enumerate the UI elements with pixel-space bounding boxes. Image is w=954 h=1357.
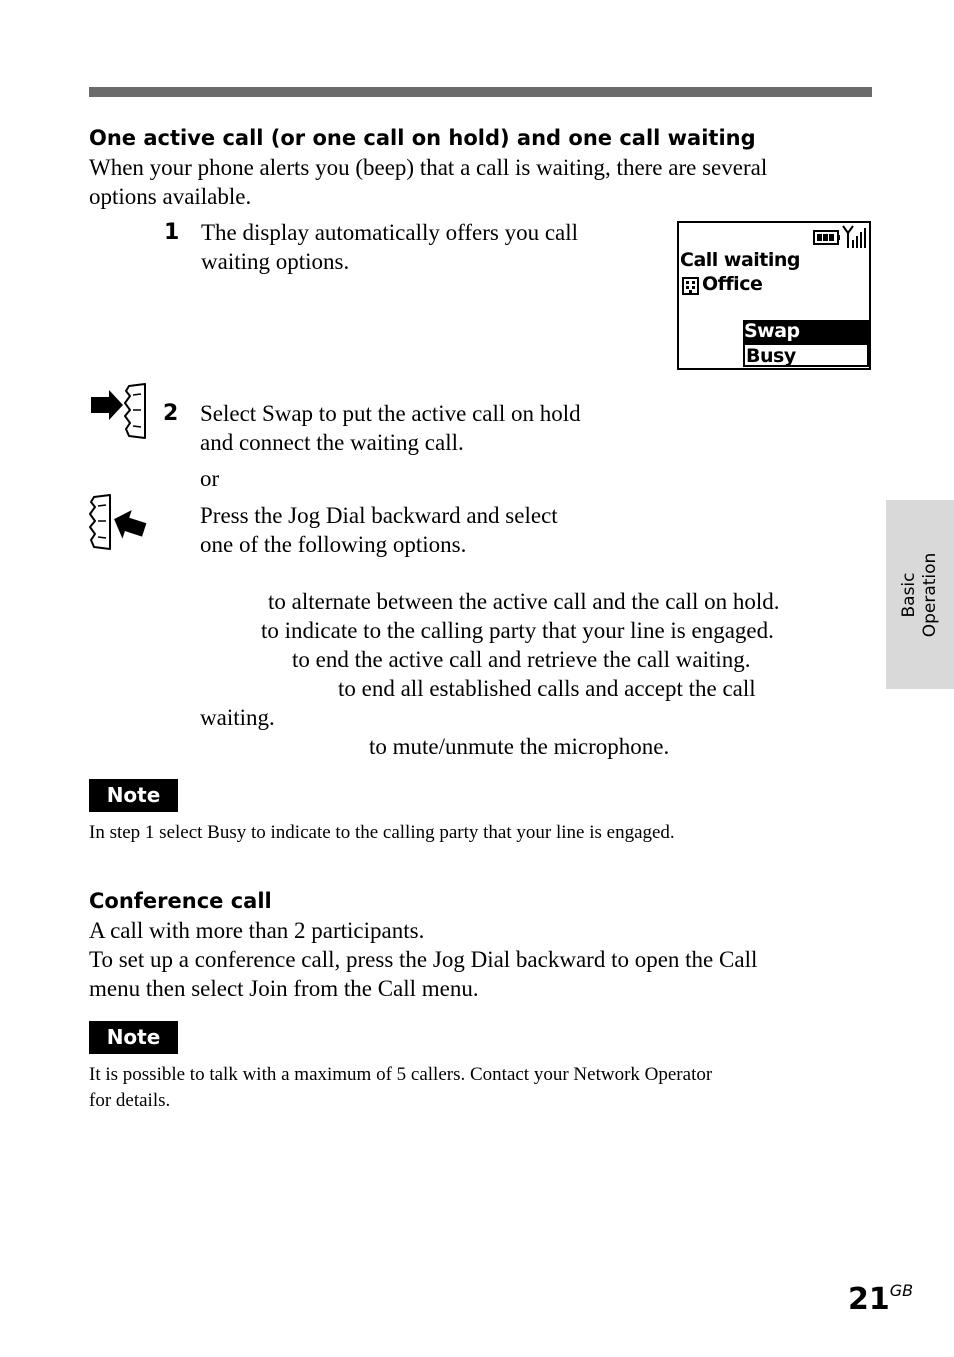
- step1-line-2: waiting options.: [201, 249, 350, 274]
- option-replace-description: to end the active call and retrieve the call waiting.: [292, 647, 751, 672]
- top-rule: [89, 87, 872, 97]
- note-text: In step 1 select Busy to indicate to the calling party that your line is engaged.: [89, 822, 675, 843]
- section-heading-call-waiting: One active call (or one call on hold) and one call waiting: [89, 126, 756, 150]
- intro-line-2: options available.: [89, 184, 252, 209]
- step-number-1: 1: [164, 220, 180, 245]
- conference-line-3: menu then select Join from the Call menu.: [89, 976, 479, 1001]
- jog-dial-press-icon: [89, 383, 149, 441]
- note-text-line-2: for details.: [89, 1090, 171, 1111]
- step2-alt-line-2: one of the following options.: [200, 532, 467, 557]
- step1-line-1: The display automatically offers you call: [201, 220, 579, 245]
- section-side-tab: [886, 500, 954, 689]
- step2-line-2: and connect the waiting call.: [200, 430, 464, 455]
- side-tab-line-2: Operation: [920, 552, 940, 637]
- screen-option-busy: Busy: [743, 343, 869, 367]
- office-building-icon: [682, 275, 700, 295]
- page-number-value: 21: [848, 1282, 890, 1317]
- signal-icon: [842, 225, 868, 249]
- note-text-line-1: It is possible to talk with a maximum of 5 callers. Contact your Network Operator: [89, 1064, 713, 1085]
- option-mute-description: to mute/unmute the microphone.: [369, 734, 670, 759]
- screen-caller: Office: [702, 273, 763, 295]
- step2-or: or: [200, 466, 220, 491]
- side-tab-line-1: Basic: [899, 571, 919, 618]
- option-end-all-description-cont: waiting.: [200, 705, 275, 730]
- battery-icon: [813, 227, 841, 247]
- step2-alt-line-1: Press the Jog Dial backward and select: [200, 503, 558, 528]
- page-number-suffix: GB: [889, 1281, 914, 1300]
- screen-option-swap: Swap: [743, 320, 869, 343]
- side-tab-label: [899, 552, 941, 637]
- jog-dial-backward-icon: [89, 494, 149, 552]
- section-heading-conference-call: Conference call: [89, 889, 272, 913]
- option-swap-description: to alternate between the active call and the call on hold.: [268, 589, 780, 614]
- note-badge: Note: [89, 779, 178, 812]
- conference-line-1: A call with more than 2 participants.: [89, 918, 425, 943]
- intro-line-1: When your phone alerts you (beep) that a call is waiting, there are several: [89, 155, 768, 180]
- step2-line-1: Select Swap to put the active call on hold: [200, 401, 581, 426]
- conference-line-2: To set up a conference call, press the Jog Dial backward to open the Call: [89, 947, 758, 972]
- page-number: [848, 1274, 913, 1317]
- option-end-all-description: to end all established calls and accept the call: [338, 676, 756, 701]
- screen-title: Call waiting: [680, 249, 801, 271]
- option-busy-description: to indicate to the calling party that your line is engaged.: [261, 618, 774, 643]
- phone-display: [677, 221, 871, 370]
- step-number-2: 2: [163, 401, 179, 426]
- note-badge: Note: [89, 1021, 178, 1054]
